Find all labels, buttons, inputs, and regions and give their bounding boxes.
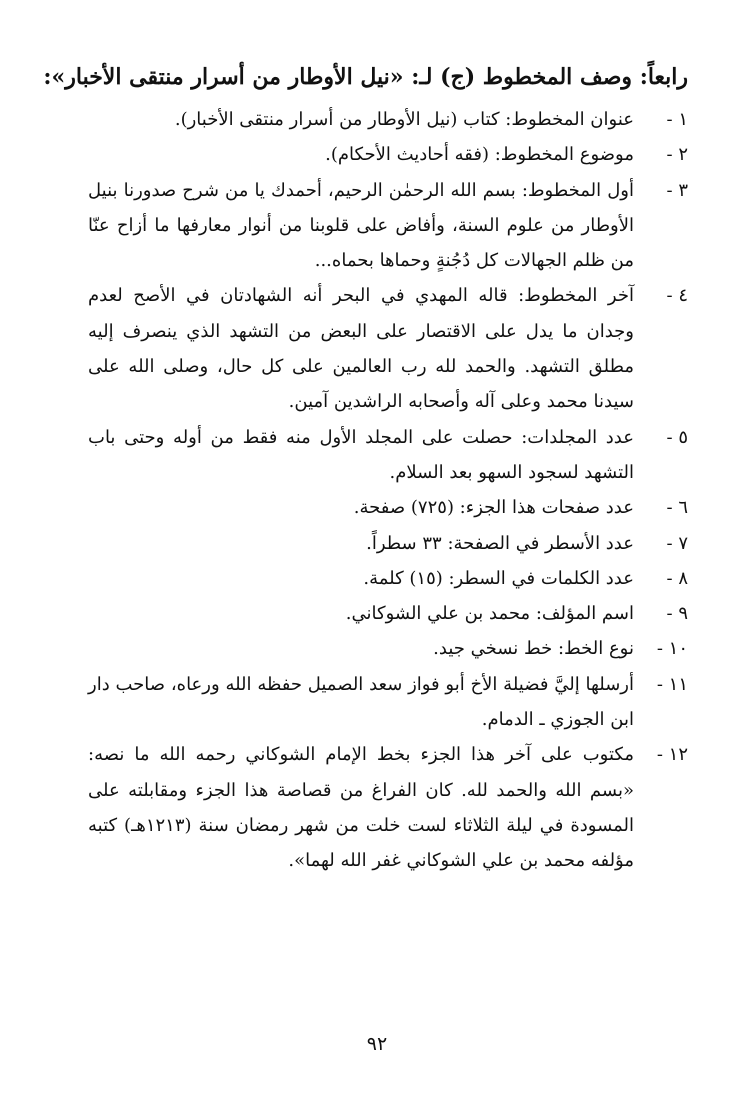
item-text: مكتوب على آخر هذا الجزء بخط الإمام الشوكاني رحمه الله ما نصه: «بسم الله والحمد لله. كان الفراغ من قصاصة هذا الجزء ومقابلته على المسودة في ليلة الثلاثاء لست خلت من شهر رمضان سنة (١٢١٣هـ) كتبه مؤلفه محمد بن علي الشوكاني غفر الله لهما». bbox=[88, 744, 635, 872]
list-item bbox=[88, 102, 688, 137]
item-number: ١ - bbox=[666, 109, 688, 130]
item-number: ١٢ - bbox=[656, 744, 688, 766]
section-heading: رابعاً: وصف المخطوط (ج) لـ: «نيل الأوطار من أسرار منتقى الأخبار»: bbox=[43, 64, 688, 90]
list-item bbox=[88, 278, 688, 419]
item-number: ٧ - bbox=[666, 532, 688, 554]
list-item bbox=[88, 490, 688, 525]
item-number: ٩ - bbox=[666, 603, 688, 625]
list-item bbox=[88, 420, 688, 491]
item-number: ١٠ - bbox=[656, 638, 688, 660]
item-text: عنوان المخطوط: كتاب (نيل الأوطار من أسرار منتقى الأخبار). bbox=[174, 109, 634, 130]
page-number: ٩٢ bbox=[366, 1033, 388, 1055]
item-text: أرسلها إليَّ فضيلة الأخ أبو فواز سعد الصميل حفظه الله ورعاه، صاحب دار ابن الجوزي ـ الدمام. bbox=[88, 673, 634, 731]
item-number: ١١ - bbox=[656, 673, 688, 695]
item-number: ٦ - bbox=[666, 497, 688, 519]
list-item bbox=[88, 173, 688, 279]
item-text: آخر المخطوط: قاله المهدي في البحر أنه الشهادتان في الأصح لعدم وجدان ما يدل على الاقتصار على البعض من التشهد الذي ينصرف إليه مطلق التشهد. والحمد لله رب العالمين على كل حال، وصلى الله على سيدنا محمد وعلى آله وأصحابه الراشدين آمين. bbox=[88, 285, 634, 413]
list-item bbox=[88, 561, 688, 596]
list-item bbox=[88, 631, 688, 666]
item-text: اسم المؤلف: محمد بن علي الشوكاني. bbox=[345, 603, 634, 625]
item-text: نوع الخط: خط نسخي جيد. bbox=[433, 638, 634, 660]
item-number: ٣ - bbox=[666, 179, 688, 201]
item-text: موضوع المخطوط: (فقه أحاديث الأحكام). bbox=[325, 144, 634, 166]
item-text: عدد الأسطر في الصفحة: ٣٣ سطراً. bbox=[366, 532, 634, 554]
list-item bbox=[88, 137, 688, 172]
item-text: عدد الكلمات في السطر: (١٥) كلمة. bbox=[363, 567, 634, 589]
list-item bbox=[88, 526, 688, 561]
item-text: أول المخطوط: بسم الله الرحمٰن الرحيم، أحمدك يا من شرح صدورنا بنيل الأوطار من علوم السنة، وأفاض على قلوبنا من أنوار معارفها ما أزاح عنّا من ظلم الجهالات كل دُجُنةٍ وحماها بحماه... bbox=[88, 179, 634, 272]
list-item bbox=[88, 737, 688, 878]
list-item bbox=[88, 667, 688, 738]
item-text: عدد صفحات هذا الجزء: (٧٢٥) صفحة. bbox=[353, 497, 634, 519]
list-item bbox=[88, 596, 688, 631]
item-number: ٢ - bbox=[666, 144, 688, 166]
item-number: ٤ - bbox=[666, 285, 688, 307]
item-number: ٨ - bbox=[666, 567, 688, 589]
item-text: عدد المجلدات: حصلت على المجلد الأول منه فقط من أوله وحتى باب التشهد لسجود السهو بعد السلام. bbox=[88, 426, 634, 483]
item-number: ٥ - bbox=[666, 426, 688, 448]
manuscript-description-list bbox=[88, 102, 688, 879]
